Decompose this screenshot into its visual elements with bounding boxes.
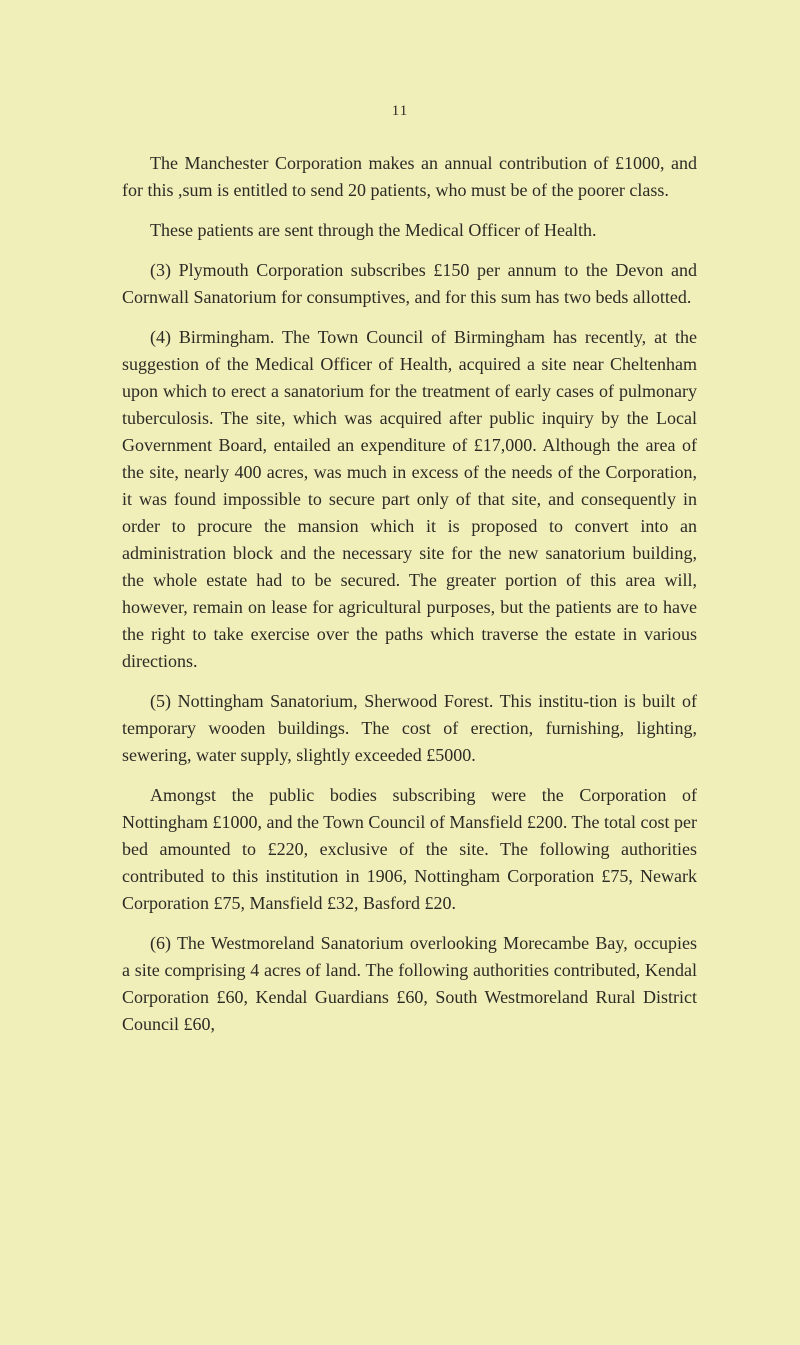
paragraph-manchester: The Manchester Corporation makes an annual contribution of £1000, and for this ,sum is entitled to send 20 patients, who must be of the poorer class.: [122, 153, 697, 200]
paragraph-nottingham: (5) Nottingham Sanatorium, Sherwood Forest. This institu-tion is built of temporary wooden buildings. The cost of erection, furnishing, lighting, sewering, water supply, slightly exceeded £5000.: [122, 691, 697, 765]
paragraph-birmingham: (4) Birmingham. The Town Council of Birmingham has recently, at the suggestion of the Medical Officer of Health, acquired a site near Cheltenham upon which to erect a sanatorium for the treatment of early cases of pulmonary tuberculosis. The site, which was acquired after public inquiry by the Local Government Board, entailed an expenditure of £17,000. Although the area of the site, nearly 400 acres, was much in excess of the needs of the Corporation, it was found impossible to secure part only of that site, and consequently in order to procure the mansion which it is proposed to convert into an administration block and the necessary site for the new sanatorium building, the whole estate had to be secured. The greater portion of this area will, however, remain on lease for agricultural purposes, but the patients are to have the right to take exercise over the paths which traverse the estate in various directions.: [122, 327, 697, 671]
paragraph-subscribers: Amongst the public bodies subscribing were the Corporation of Nottingham £1000, and the Town Council of Mansfield £200. The total cost per bed amounted to £220, exclusive of the site. The following authorities contributed to this institution in 1906, Nottingham Corporation £75, Newark Corporation £75, Mansfield £32, Basford £20.: [122, 785, 697, 913]
page-number: 11: [391, 103, 409, 119]
paragraph-plymouth: (3) Plymouth Corporation subscribes £150 per annum to the Devon and Cornwall Sanatorium for consumptives, and for this sum has two beds allotted.: [122, 260, 697, 307]
body-text: [122, 150, 697, 1051]
paragraph-westmoreland: (6) The Westmoreland Sanatorium overlooking Morecambe Bay, occupies a site comprising 4 acres of land. The following authorities contributed, Kendal Corporation £60, Kendal Guardians £60, South Westmoreland Rural District Council £60,: [122, 933, 697, 1034]
paragraph-medical-officer: These patients are sent through the Medical Officer of Health.: [150, 220, 597, 240]
